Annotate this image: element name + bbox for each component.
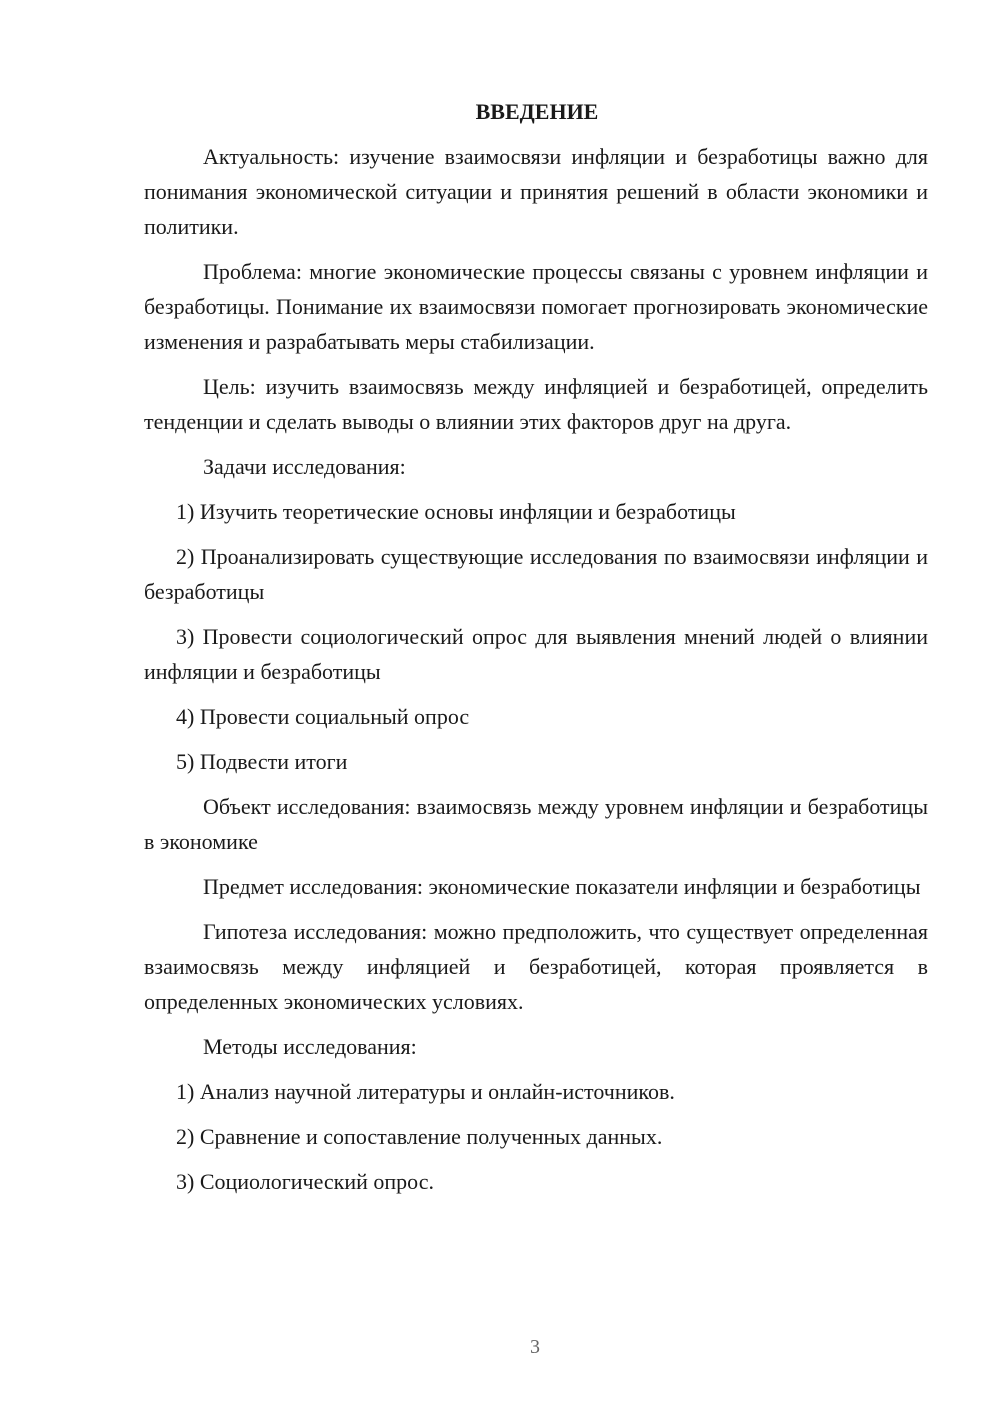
tasks-heading: Задачи исследования:: [203, 454, 406, 479]
method-item-1: 1) Анализ научной литературы и онлайн-источников.: [176, 1079, 675, 1104]
page-content: [144, 94, 928, 1209]
problem-paragraph: Проблема: многие экономические процессы связаны с уровнем инфляции и безработицы. Понимание их взаимосвязи помогает прогнозировать экономические изменения и разрабатывать меры стабилизации.: [144, 259, 928, 354]
relevance-paragraph: Актуальность: изучение взаимосвязи инфляции и безработицы важно для понимания экономической ситуации и принятия решений в области экономики и политики.: [144, 144, 928, 239]
hypothesis-paragraph: Гипотеза исследования: можно предположить, что существует определенная взаимосвязь между инфляцией и безработицей, которая проявляется в определенных экономических условиях.: [144, 919, 928, 1014]
method-item-3: 3) Социологический опрос.: [176, 1169, 434, 1194]
task-item-3: 3) Провести социологический опрос для выявления мнений людей о влиянии инфляции и безработицы: [144, 624, 928, 684]
section-title: ВВЕДЕНИЕ: [475, 99, 599, 124]
method-item-2: 2) Сравнение и сопоставление полученных данных.: [176, 1124, 663, 1149]
task-item-4: 4) Провести социальный опрос: [176, 704, 470, 729]
subject-paragraph: Предмет исследования: экономические показатели инфляции и безработицы: [203, 874, 921, 899]
task-item-2: 2) Проанализировать существующие исследования по взаимосвязи инфляции и безработицы: [144, 544, 928, 604]
object-paragraph: Объект исследования: взаимосвязь между уровнем инфляции и безработицы в экономике: [144, 794, 928, 854]
page-number: 3: [530, 1336, 540, 1358]
methods-heading: Методы исследования:: [203, 1034, 417, 1059]
task-item-1: 1) Изучить теоретические основы инфляции и безработицы: [176, 499, 736, 524]
goal-paragraph: Цель: изучить взаимосвязь между инфляцией и безработицей, определить тенденции и сделать выводы о влиянии этих факторов друг на друга.: [144, 374, 928, 434]
task-item-5: 5) Подвести итоги: [176, 749, 348, 774]
